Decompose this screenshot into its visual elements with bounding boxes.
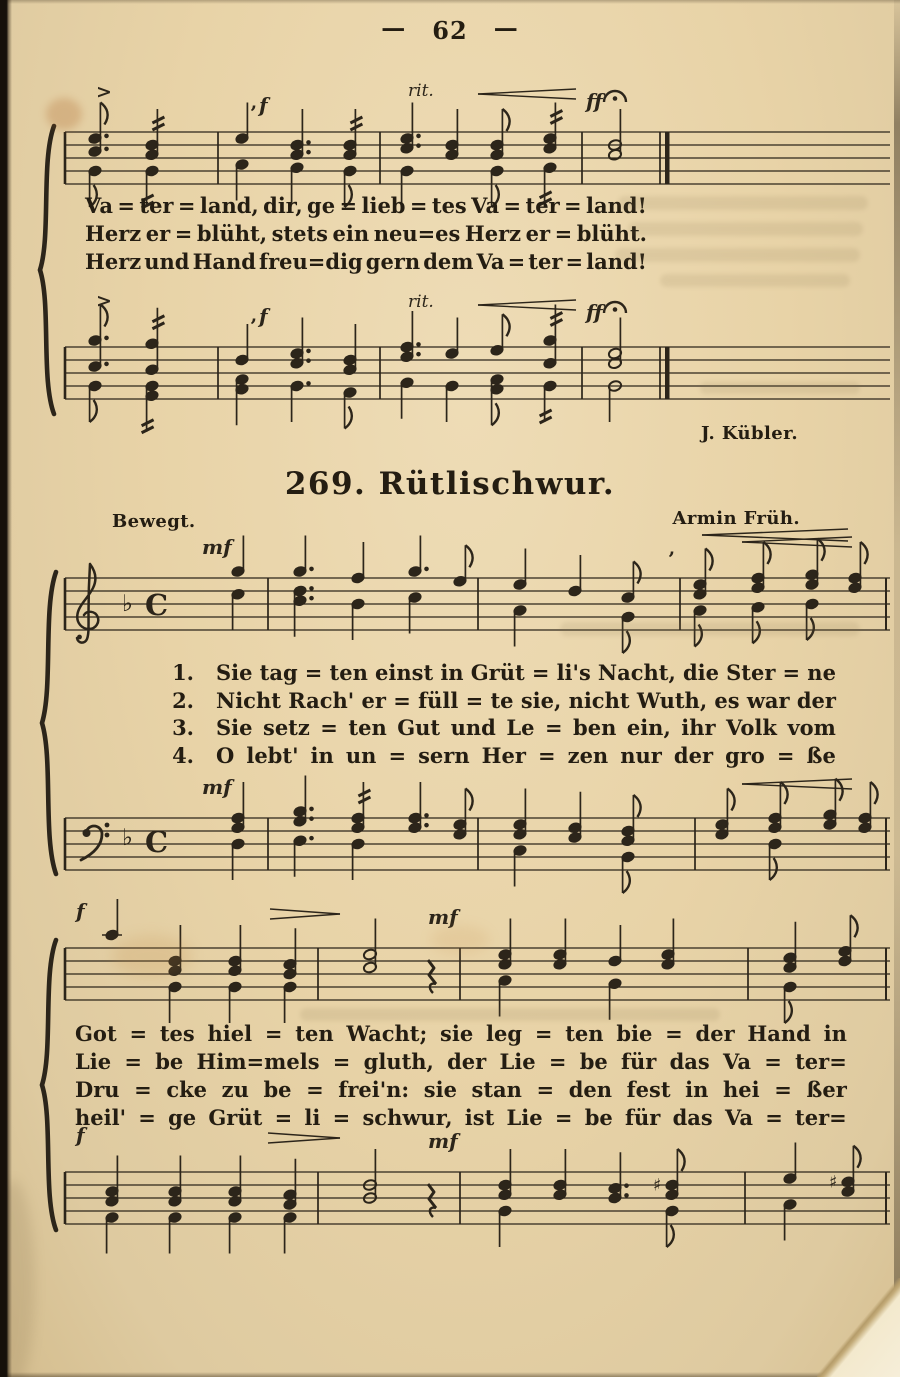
crescendo-hairpin [702,529,848,541]
verse-number: 1. [172,660,194,685]
music-marking-accent: > [96,81,112,103]
note-event [608,1152,629,1204]
note-event [293,776,314,877]
flat-sign: ♭ [122,825,133,851]
crescendo-hairpin [478,89,576,99]
verse-number: 4. [172,742,194,768]
composer-name: Armin Früh. [672,508,800,529]
ruetli-lower-staff-2 [65,1123,890,1254]
note-event [621,562,641,654]
system-brace [42,940,56,1230]
note-event [235,103,250,201]
verse-text: Sie tag = ten einst in Grüt = li's Nacht, die Ster = ne [216,660,836,685]
note-event [283,928,298,1023]
note-event [838,915,858,967]
note-event [553,1149,568,1201]
crescendo-hairpin [478,300,576,310]
ruetli-treble-staff [65,535,890,653]
note-event [693,549,713,647]
note-event [445,109,460,161]
lyric-line: Herz er = blüht, stets ein neu=es Herz er = blüht. [85,221,647,246]
note-event [805,539,825,640]
note-event [105,1156,120,1254]
note-event [858,782,878,834]
music-marking-dyn: f [76,1123,85,1147]
note-event [231,536,246,631]
ruetli-bass-staff [65,775,890,893]
tempo-marking: Bewegt. [112,511,196,532]
note-event [445,318,460,423]
note-event [290,109,311,204]
note-event [540,103,563,205]
note-event [142,308,165,433]
music-marking-dyn: f [259,93,268,117]
page-number [0,13,900,45]
note-event [490,314,510,425]
note-event [553,919,568,971]
note-event [293,536,314,637]
song-title: 269. Rütlischwur. [284,466,616,502]
verse-line [160,687,836,715]
page-number-dash: — [381,13,407,42]
note-event [513,549,528,647]
ending-song-lyrics [85,192,647,276]
page-number-value: 62 [432,16,468,45]
time-signature: C [145,588,169,622]
lyric-line: Dru = cke zu be = frei'n: sie stan = den fest in hei = ßer [75,1077,847,1102]
note-event [102,899,122,941]
verse-line [160,742,836,770]
lyric-line: Lie = be Him=mels = gluth, der Lie = be für das Va = ter= [75,1049,847,1074]
verse-number: 3. [172,715,194,740]
note-event [715,789,735,841]
verse-text: O lebt' in un = sern Her = zen nur der gro = ße [216,742,836,768]
music-marking-rit: rit. [408,292,434,312]
note-event [848,542,868,594]
music-marking-breath: ’ [250,101,257,125]
note-event [608,109,623,161]
note-event [608,925,623,1020]
note-event [661,919,676,971]
page-number-dash: — [493,13,519,42]
time-signature: C [145,825,169,859]
music-marking-accent: > [96,290,112,312]
note-event [453,545,473,587]
note-event [783,922,798,1023]
note-event [498,919,513,1017]
note-event [783,1143,798,1241]
note-event [513,789,528,887]
svg-text:♯: ♯ [653,1175,662,1196]
note-event [408,536,429,634]
music-marking-dyn: f [259,304,268,328]
system-brace [40,126,54,414]
lyric-line: Herz und Hand freu=dig gern dem Va = ter = land! [85,249,647,274]
music-marking-rit: rit. [408,81,434,101]
verse-text: Nicht Rach' er = füll = te sie, nicht Wuth, es war der [216,687,836,713]
music-marking-dyn: mf [202,775,232,799]
note-event [408,782,429,834]
note-event [428,960,436,993]
music-marking-dyn: mf [428,905,458,929]
note-event [343,324,358,429]
svg-text:♯: ♯ [829,1172,838,1193]
music-marking-dyn: mf [202,535,232,559]
ruetli-upper-staff-2 [65,899,890,1023]
lyric-line: Got = tes hiel = ten Wacht; sie leg = ten bie = der Hand in [75,1021,847,1046]
note-event [540,305,563,424]
ending-lower-staff [65,290,890,433]
verse-lyrics [160,659,836,769]
verse-number: 2. [172,687,194,713]
ending-upper-staff [65,81,890,208]
note-event [235,324,250,425]
fermata-sign [604,91,626,102]
attribution: J. Kübler. [701,423,798,444]
music-marking-dyn: f [76,899,85,923]
note-event [88,305,109,423]
note-event [453,789,473,841]
note-event [228,1156,243,1254]
note-event [283,1159,298,1254]
note-event [608,318,623,423]
music-marking-breath: ’ [668,547,675,571]
note-event [823,779,843,831]
verse-line [160,659,836,687]
lyric-line: heil' = ge Grüt = li = schwur, ist Lie = be für das Va = ter= [75,1105,847,1130]
verse-text: Sie setz = ten Gut und Le = ben ein, ihr Volk vom [216,715,836,740]
music-marking-breath: ’ [250,314,257,338]
note-event [400,311,421,419]
decrescendo-hairpin [268,1133,340,1143]
note-event [428,1184,436,1217]
note-event [363,919,378,974]
lyric-line: Va = ter = land, dir, ge = lieb = tes Va = ter = land! [85,193,647,218]
note-event [363,1149,378,1204]
flat-sign: ♭ [122,591,133,617]
music-marking-dyn: ff [586,89,603,113]
music-marking-dyn: ff [586,300,603,324]
note-event [290,318,311,423]
verse-line [160,714,836,742]
note-event [568,555,583,597]
continuation-lyrics [75,1020,847,1132]
music-marking-dyn: mf [428,1129,458,1153]
system-brace [42,572,56,874]
note-event [751,542,771,643]
decrescendo-hairpin [270,909,340,919]
fermata-sign [604,302,626,313]
note-event [168,1156,183,1254]
